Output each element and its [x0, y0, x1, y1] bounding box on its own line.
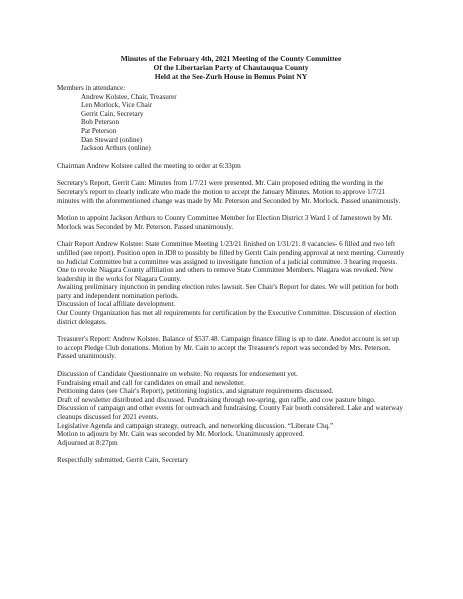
attendee: Gerrit Cain, Secretary	[81, 109, 144, 118]
closing-signature: Respectfully submitted. Gerrit Cain, Secretary	[57, 456, 189, 465]
discussion-line: Fundraising email and call for candidates on email and newsletter.	[57, 378, 245, 387]
attendee: Len Morlock, Vice Chair	[81, 101, 153, 110]
discussion-line: Discussion of Candidate Questionnaire on website. No requests for endorsement yet.	[57, 370, 298, 379]
attendee: Dan Steward (online)	[81, 135, 143, 144]
chair-report-line: Our County Organization has met all requirements for certification by the Executive Committee. Discussion of election district delegates.	[57, 309, 397, 326]
minutes-document	[57, 54, 405, 465]
discussion-line: Discussion of campaign and other events for outreach and fundraising. County Fair booth considered. Lake and waterway cleanups discussed for 2021 events.	[57, 404, 403, 421]
title-line-2: Of the Libertarian Party of Chautauqua County	[153, 63, 309, 72]
attendance-list	[81, 93, 405, 153]
document-title	[57, 54, 405, 81]
call-to-order: Chairman Andrew Kolstee called the meeting to order at 6:33pm	[57, 161, 241, 170]
attendee: Pat Peterson	[81, 126, 117, 135]
discussion-line: Adjourned at 8:27pm	[57, 438, 118, 447]
discussion-section	[57, 370, 405, 447]
chair-report	[57, 240, 405, 326]
attendee: Andrew Kolstee, Chair, Treasurer	[81, 92, 177, 101]
attendance-label: Members in attendance:	[57, 84, 126, 92]
chair-report-line: Discussion of local affiliate development.	[57, 300, 176, 309]
discussion-line: Legislative Agenda and campaign strategy, outreach, and networking discussion. “Liberate Chq.”	[57, 421, 334, 430]
attendee: Jackson Arthurs (online)	[81, 144, 151, 153]
secretary-report: Secretary's Report, Gerrit Cain: Minutes from 1/7/21 were presented. Mr. Cain proposed editing the wording in the Secretary's report to clearly indicate who made the motion to accept the January Minutes. Motion to approve 1/7/21 minutes with the aforementioned change was made by Mr. Peterson and Seconded by Mr. Morlock. Passed unanimously.	[57, 179, 401, 205]
title-line-1: Minutes of the February 4th, 2021 Meeting of the County Committee	[120, 54, 342, 63]
discussion-line: Petitioning dates (see Chair's Report), petitioning logistics, and signature requirements discussed.	[57, 387, 334, 396]
attendee: Bob Peterson	[81, 118, 120, 127]
title-line-3: Held at the See-Zurh House in Bemus Point NY	[154, 72, 308, 81]
discussion-line: Motion to adjourn by Mr. Cain was seconded by Mr. Morlock. Unanimously approved.	[57, 430, 305, 439]
chair-report-line: Chair Report Andrew Kolstee: State Committee Meeting 1/23/21 finished on 1/31/21. 8 vacancies- 6 filled and two left unfilled (see report). Position open in JD8 to possibly be filled by Gerrit Cain pending approval at next meeting. Currently no Judicial Committee but a committee was assigned to investigate function of a judicial committee. 3 hearing requests. One to revoke Niagara County affiliation and others to remove State Committee Members. Niagara was revoked. New leadership in the works for Niagara County.	[57, 240, 405, 283]
chair-report-line: Awaiting preliminary injunction in pending election rules lawsuit. See Chair's Report for dates. We will petition for both party and independent nomination periods.	[57, 283, 399, 300]
motion-appoint-arthurs: Motion to appoint Jackson Arthurs to County Committee Member for Election District 3 Ward 1 of Jamestown by Mr. Morlock was Seconded by Mr. Peterson. Passed unanimously.	[57, 214, 393, 231]
treasurer-report: Treasurer's Report: Andrew Kolstee. Balance of $537.48. Campaign finance filing is up to date. Anedot account is set up to accept Pledge Club donations. Motion by Mr. Cain to accept the Treasurer's report was seconded by Mrs. Peterson. Passed unanimously.	[57, 335, 400, 361]
discussion-line: Draft of newsletter distributed and discussed. Fundraising through tee-spring, gun raffle, and cow pasture bingo.	[57, 395, 376, 404]
